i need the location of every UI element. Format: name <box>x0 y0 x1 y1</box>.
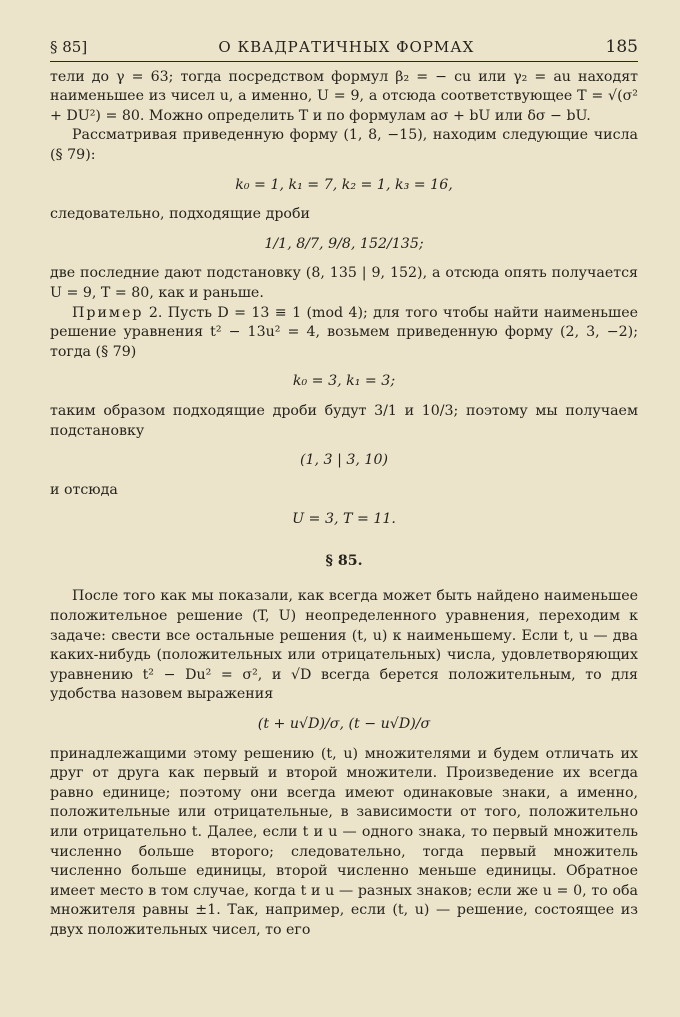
equation-k-values: k₀ = 1, k₁ = 7, k₂ = 1, k₃ = 16, <box>235 176 453 193</box>
paragraph-8: После того как мы показали, как всегда может быть найдено наименьшее положительное решение (T, U) неопределенного уравнения, переходим к задаче: свести все остальные решения (t, u) к наименьшему. Если t, u — два каких-нибудь (положительных или отрицательных) числа, удовлетворяющих уравнению t² − Du² = σ², и √D всегда берется положительным, то для удобства назовем выражения <box>50 588 638 703</box>
page-body <box>50 68 638 941</box>
equation-result: U = 3, T = 11. <box>292 511 396 528</box>
paragraph-example-2 <box>50 304 638 363</box>
matrix-substitution: (1, 3 | 3, 10) <box>299 452 389 469</box>
paragraph-4: две последние дают подстановку (8, 135 | 9, 152), а отсюда опять получается U = 9, T = 80, как и раньше. <box>50 265 638 301</box>
paragraph-3: следовательно, подходящие дроби <box>50 206 310 223</box>
section-heading: § 85. <box>325 552 363 569</box>
header-title: О КВАДРАТИЧНЫХ ФОРМАХ <box>218 38 475 56</box>
header-section: § 85] <box>50 38 88 56</box>
paragraph-7: и отсюда <box>50 481 118 498</box>
example-label: Пример <box>72 304 144 321</box>
paragraph-2: Рассматривая приведенную форму (1, 8, −15), находим следующие числа (§ 79): <box>50 127 638 163</box>
example-text: 2. Пусть D = 13 ≡ 1 (mod 4); для того чтобы найти наименьшее решение уравнения t² − 13u² = 4, возьмем приведенную форму (2, 3, −2); тогда (§ 79) <box>50 304 638 360</box>
paragraph-9: принадлежащими этому решению (t, u) множителями и будем отличать их друг от друга как первый и второй множители. Произведение их всегда равно единице; поэтому они всегда имеют одинаковые знаки, а именно, положительные или отрицательные, в зависимости от того, положительно или отрицательно t. Далее, если t и u — одного знака, то первый множитель численно больше второго; следовательно, тогда первый множитель численно больше единицы, второй численно меньше единицы. Обратное имеет место в том случае, когда t и u — разных знаков; если же u = 0, то оба множителя равны ±1. Так, например, если (t, u) — решение, состоящее из двух положительных чисел, то его <box>50 745 638 938</box>
page-number: 185 <box>605 37 638 57</box>
equation-fractions: 1/1, 8/7, 9/8, 152/135; <box>264 235 424 252</box>
running-header <box>50 38 638 62</box>
paragraph-1: тели до γ = 63; тогда посредством формул β₂ = − cu или γ₂ = au находят наименьшее из чисел u, а именно, U = 9, а отсюда соответствующее T = √(σ² + DU²) = 80. Можно определить T и по формулам aσ + bU или δσ − bU. <box>50 68 638 124</box>
paragraph-6: таким образом подходящие дроби будут 3/1 и 10/3; поэтому мы получаем подстановку <box>50 402 638 439</box>
equation-multipliers: (t + u√D)/σ, (t − u√D)/σ <box>257 716 431 733</box>
equation-k-values-2: k₀ = 3, k₁ = 3; <box>292 373 396 390</box>
